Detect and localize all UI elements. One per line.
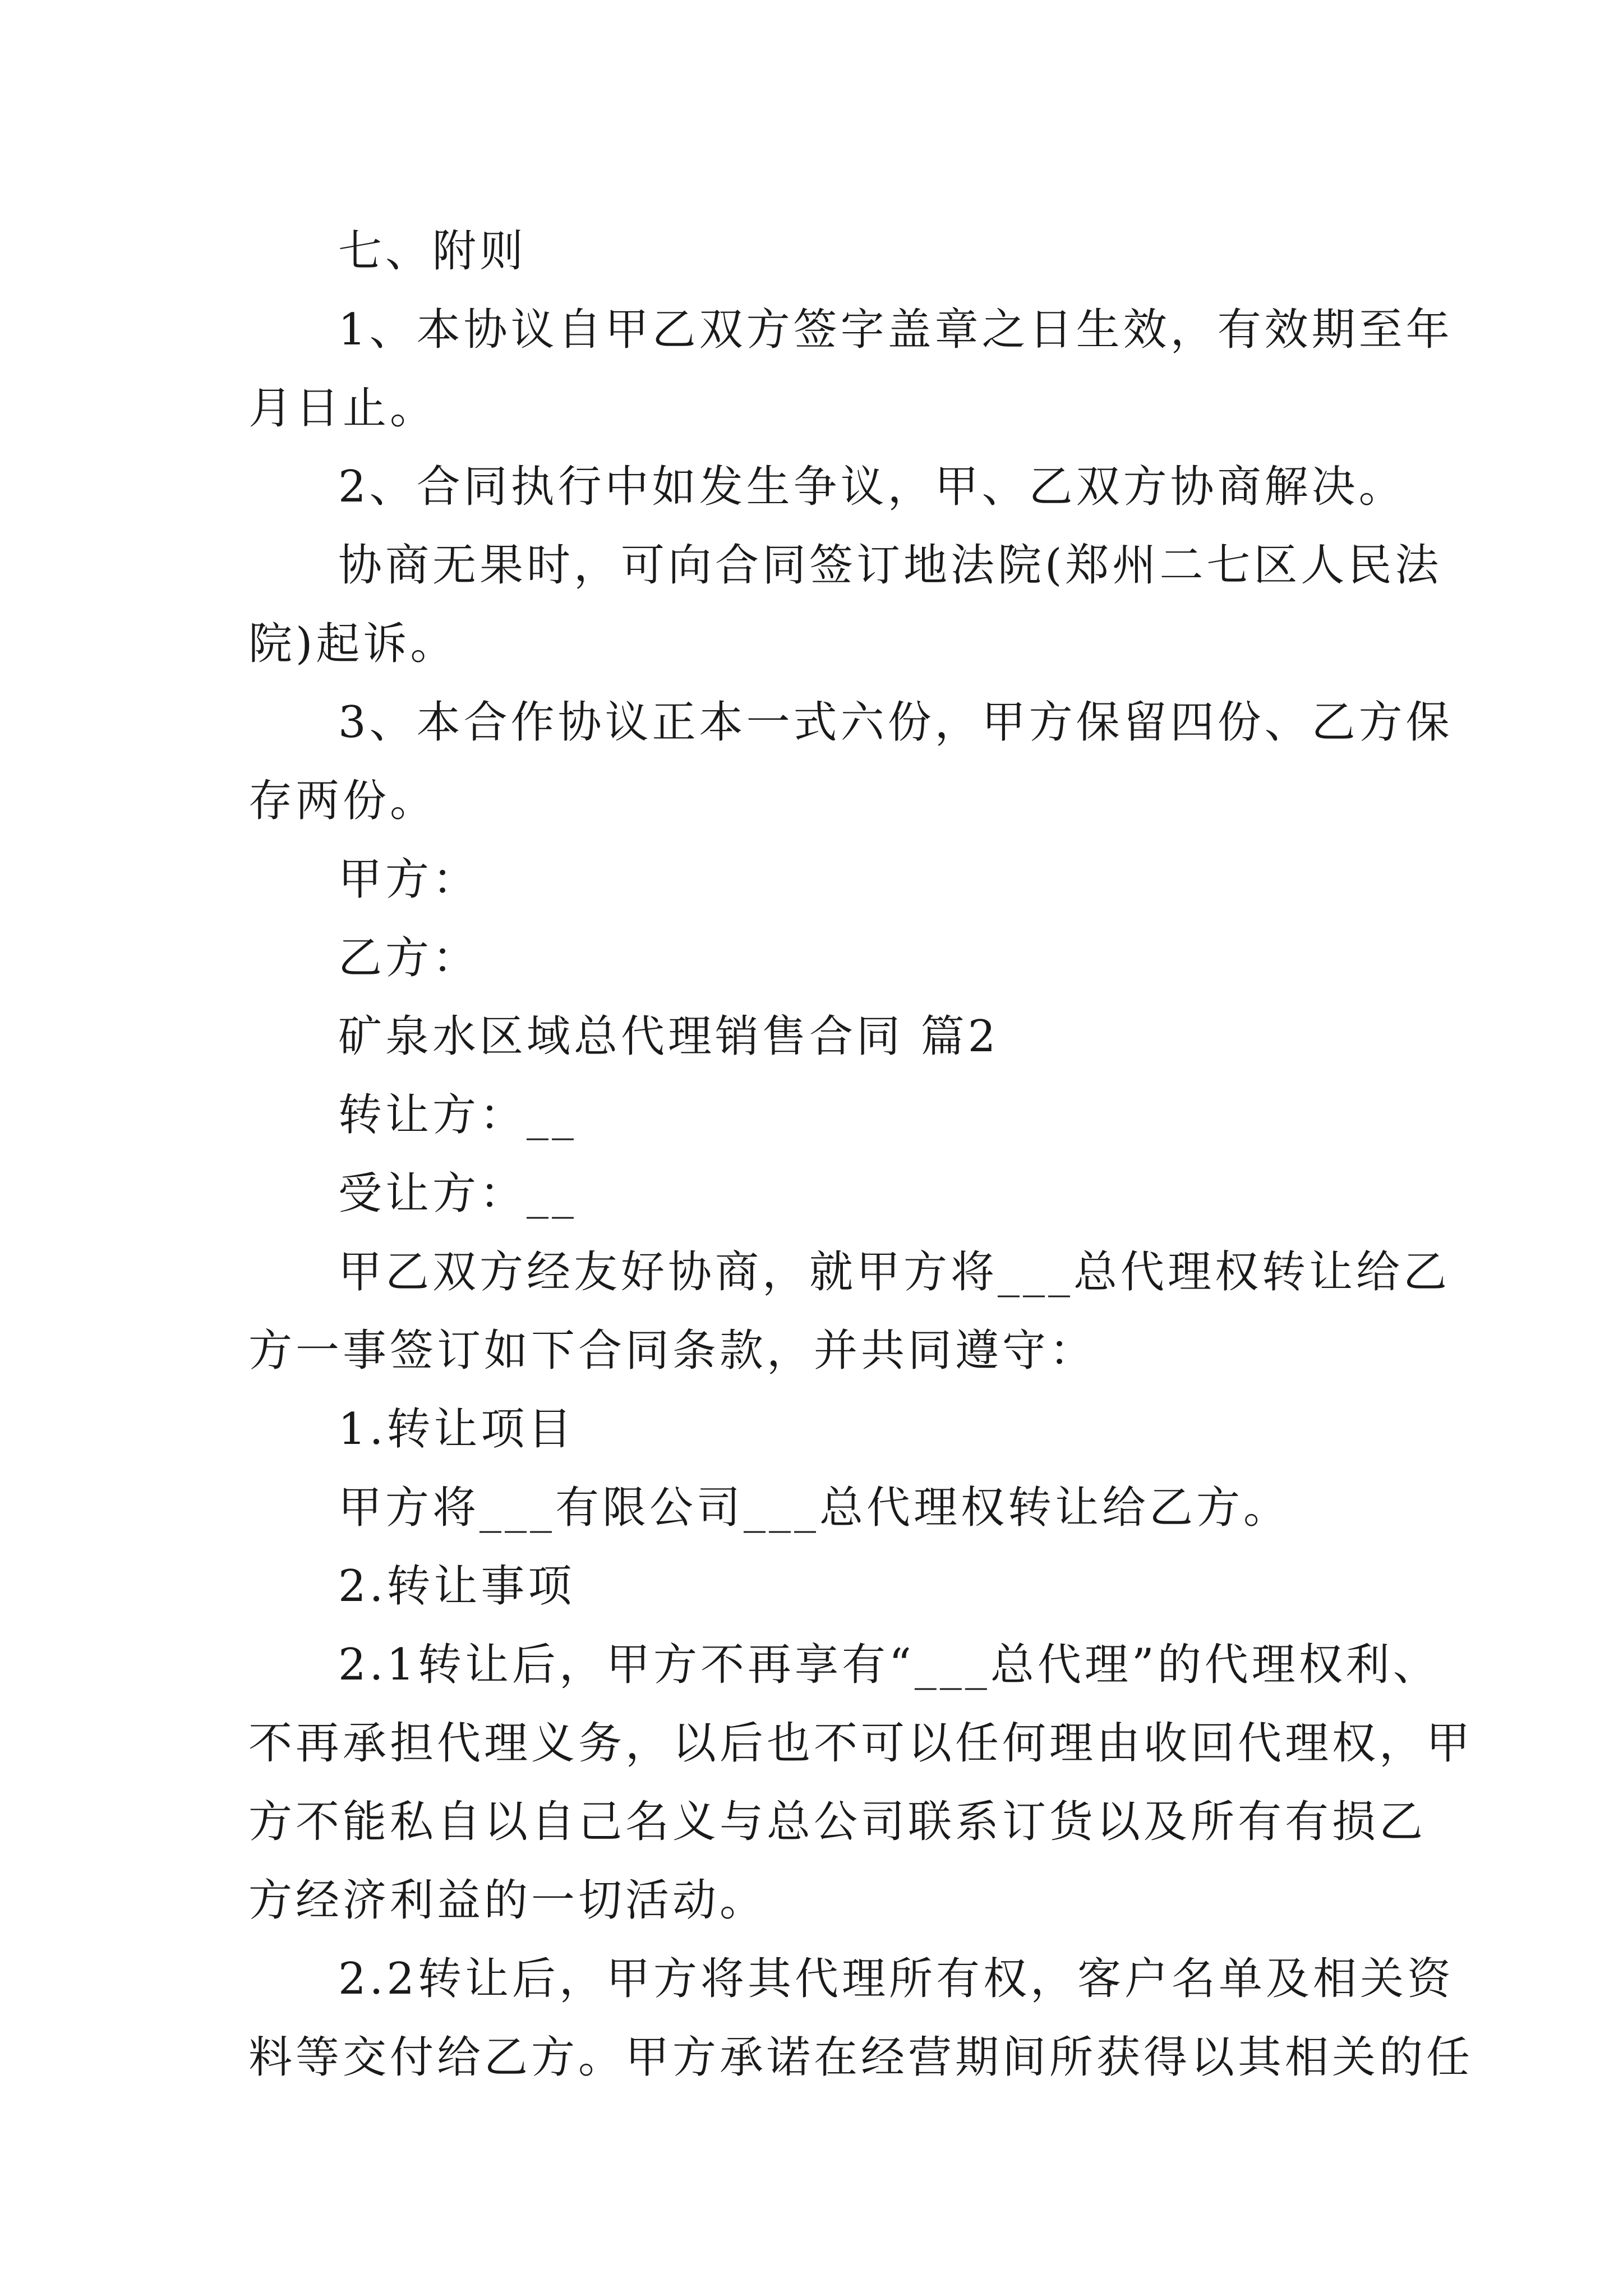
- paragraph-line: 方不能私自以自己名义与总公司联系订货以及所有有损乙: [248, 1797, 1427, 1847]
- paragraph-line: 甲乙双方经友好协商，就甲方将___总代理权转让给乙: [338, 1247, 1451, 1297]
- paragraph-line: 方经济利益的一切活动。: [248, 1875, 767, 1926]
- transferee-label: 受让方：__: [338, 1168, 578, 1219]
- paragraph-line: 院)起诉。: [248, 619, 458, 669]
- clause-heading: 1.转让项目: [338, 1404, 575, 1455]
- clause-heading: 2.转让事项: [338, 1561, 575, 1612]
- paragraph-line: 方一事签订如下合同条款，并共同遵守：: [248, 1326, 1097, 1376]
- paragraph-line: 甲方将___有限公司___总代理权转让给乙方。: [338, 1483, 1291, 1533]
- paragraph-line: 料等交付给乙方。甲方承诺在经营期间所获得以其相关的任: [248, 2032, 1474, 2083]
- paragraph-line: 2.1转让后，甲方不再享有“___总代理”的代理权利、: [338, 1640, 1440, 1690]
- paragraph-line: 3、本合作协议正本一式六份，甲方保留四份、乙方保: [338, 697, 1453, 748]
- contract-title: 矿泉水区域总代理销售合同 篇2: [338, 1011, 999, 1062]
- section-heading: 七、附则: [338, 226, 527, 277]
- document-body: [248, 212, 1474, 2097]
- paragraph-line: 存两份。: [248, 776, 437, 826]
- paragraph-line: 2.2转让后，甲方将其代理所有权，客户名单及相关资: [338, 1954, 1455, 2004]
- paragraph-line: 协商无果时，可向合同签订地法院(郑州二七区人民法: [338, 540, 1442, 591]
- paragraph-line: 月日止。: [248, 383, 437, 434]
- paragraph-line: 2、合同执行中如发生争议，甲、乙双方协商解决。: [338, 462, 1406, 512]
- party-b-label: 乙方：: [338, 933, 480, 983]
- paragraph-line: 不再承担代理义务，以后也不可以任何理由收回代理权，甲: [248, 1718, 1474, 1769]
- paragraph-line: 1、本协议自甲乙双方签字盖章之日生效，有效期至年: [338, 305, 1453, 355]
- party-a-label: 甲方：: [338, 854, 480, 905]
- transferor-label: 转让方：__: [338, 1090, 578, 1140]
